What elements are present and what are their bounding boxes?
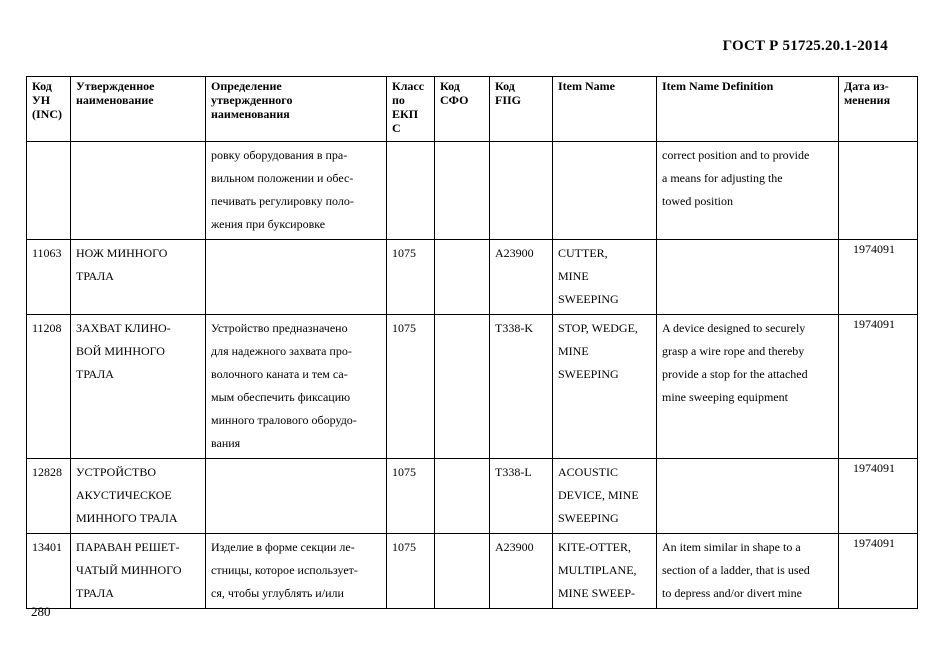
- cell-definition: [206, 240, 387, 315]
- cell-sfo: [435, 459, 490, 534]
- cell-item-definition: [657, 315, 839, 459]
- cell-item-name-line: KITE-OTTER,: [558, 540, 631, 554]
- cell-class: [387, 142, 435, 240]
- cell-item-definition-line: provide a stop for the attached: [662, 367, 808, 381]
- header-line: С: [392, 121, 401, 135]
- cell-approved-name-line: ЧАТЫЙ МИННОГО: [76, 563, 182, 577]
- cell-approved-name-line: ТРАЛА: [76, 367, 114, 381]
- table-row: [27, 240, 918, 315]
- cell-definition-line: Устройство предназначено: [211, 321, 348, 335]
- header-code-inc: [27, 77, 71, 142]
- header-line: Код: [32, 79, 52, 93]
- cell-definition-line: ся, чтобы углублять и/или: [211, 586, 344, 600]
- cell-approved-name-line: МИННОГО ТРАЛА: [76, 511, 178, 525]
- table-row: [27, 534, 918, 609]
- cell-approved-name: [71, 534, 206, 609]
- cell-code: 13401: [27, 534, 71, 609]
- cell-item-name: [553, 459, 657, 534]
- cell-change-date: 1974091: [839, 315, 918, 459]
- cell-definition-line: жения при буксировке: [211, 217, 326, 231]
- page-number: 280: [31, 604, 51, 619]
- cell-code: 12828: [27, 459, 71, 534]
- cell-item-definition: [657, 240, 839, 315]
- cell-item-name-line: MINE SWEEP-: [558, 586, 635, 600]
- header-line: ЕКП: [392, 107, 419, 121]
- cell-sfo: [435, 534, 490, 609]
- header-line: наименование: [76, 93, 154, 107]
- cell-definition-line: печивать регулировку поло-: [211, 194, 354, 208]
- cell-fiig: T338-K: [490, 315, 553, 459]
- table-row: [27, 315, 918, 459]
- header-row: [27, 77, 918, 142]
- cell-definition: [206, 459, 387, 534]
- cell-sfo: [435, 142, 490, 240]
- cell-item-definition-line: section of a ladder, that is used: [662, 563, 810, 577]
- cell-item-definition-line: A device designed to securely: [662, 321, 806, 335]
- cell-fiig: A23900: [490, 534, 553, 609]
- header-line: Определение: [211, 79, 282, 93]
- cell-definition-line: Изделие в форме секции ле-: [211, 540, 355, 554]
- header-line: менения: [844, 93, 891, 107]
- cell-definition-line: ровку оборудования в пра-: [211, 148, 348, 162]
- cell-item-definition-line: mine sweeping equipment: [662, 390, 788, 404]
- cell-approved-name-line: ЗАХВАТ КЛИНО-: [76, 321, 171, 335]
- cell-item-definition-line: correct position and to provide: [662, 148, 810, 162]
- cell-change-date: 1974091: [839, 534, 918, 609]
- cell-definition-line: вильном положении и обес-: [211, 171, 354, 185]
- cell-code: [27, 142, 71, 240]
- table-row: [27, 459, 918, 534]
- header-line: Утвержденное: [76, 79, 155, 93]
- cell-item-definition-line: An item similar in shape to a: [662, 540, 801, 554]
- header-line: утвержденного: [211, 93, 293, 107]
- cell-definition: [206, 142, 387, 240]
- cell-item-name-line: SWEEPING: [558, 292, 619, 306]
- cell-fiig: T338-L: [490, 459, 553, 534]
- cell-item-name-line: ACOUSTIC: [558, 465, 619, 479]
- cell-definition-line: минного тралового оборудо-: [211, 413, 357, 427]
- cell-item-definition: [657, 459, 839, 534]
- cell-item-name-line: MINE: [558, 269, 589, 283]
- header-line: УН: [32, 93, 51, 107]
- cell-item-name-line: DEVICE, MINE: [558, 488, 639, 502]
- header-code-fiig: [490, 77, 553, 142]
- cell-item-name-line: STOP, WEDGE,: [558, 321, 638, 335]
- cell-item-name: [553, 142, 657, 240]
- cell-item-name-line: SWEEPING: [558, 511, 619, 525]
- cell-definition-line: волочного каната и тем са-: [211, 367, 348, 381]
- cell-code: 11063: [27, 240, 71, 315]
- document-header: ГОСТ Р 51725.20.1-2014: [722, 38, 888, 54]
- cell-class: 1075: [387, 534, 435, 609]
- cell-fiig: A23900: [490, 240, 553, 315]
- cell-change-date: [839, 142, 918, 240]
- header-approved-name: [71, 77, 206, 142]
- header-item-definition: [657, 77, 839, 142]
- header-line: Код: [495, 79, 515, 93]
- cell-item-definition: [657, 534, 839, 609]
- table-body: [27, 142, 918, 609]
- cell-definition-line: мым обеспечить фиксацию: [211, 390, 351, 404]
- header-line: (INC): [32, 107, 62, 121]
- cell-item-name: [553, 315, 657, 459]
- cell-approved-name-line: УСТРОЙСТВО: [76, 465, 156, 479]
- cell-item-name-line: MINE: [558, 344, 589, 358]
- cell-approved-name: [71, 142, 206, 240]
- header-line: FIIG: [495, 93, 522, 107]
- cell-sfo: [435, 315, 490, 459]
- header-line: Дата из-: [844, 79, 889, 93]
- cell-approved-name-line: НОЖ МИННОГО: [76, 246, 168, 260]
- cell-definition-line: вания: [211, 436, 241, 450]
- header-line: Класс: [392, 79, 425, 93]
- cell-definition: [206, 534, 387, 609]
- cell-sfo: [435, 240, 490, 315]
- header-line: по: [392, 93, 405, 107]
- header-line: Код: [440, 79, 460, 93]
- cell-change-date: 1974091: [839, 240, 918, 315]
- cell-class: 1075: [387, 240, 435, 315]
- cell-approved-name-line: ТРАЛА: [76, 269, 114, 283]
- cell-item-definition-line: to depress and/or divert mine: [662, 586, 802, 600]
- cell-item-definition-line: grasp a wire rope and thereby: [662, 344, 805, 358]
- header-line: наименования: [211, 107, 290, 121]
- table-row: [27, 142, 918, 240]
- cell-approved-name: [71, 315, 206, 459]
- cell-item-definition: [657, 142, 839, 240]
- cell-item-name: [553, 534, 657, 609]
- cell-item-name: [553, 240, 657, 315]
- cell-definition-line: для надежного захвата про-: [211, 344, 352, 358]
- cell-class: 1075: [387, 315, 435, 459]
- cell-definition: [206, 315, 387, 459]
- cell-approved-name-line: ПАРАВАН РЕШЕТ-: [76, 540, 180, 554]
- cell-approved-name-line: ТРАЛА: [76, 586, 114, 600]
- cell-item-definition-line: a means for adjusting the: [662, 171, 783, 185]
- cell-item-definition-line: towed position: [662, 194, 733, 208]
- header-line: СФО: [440, 93, 469, 107]
- cell-item-name-line: SWEEPING: [558, 367, 619, 381]
- header-line: Item Name Definition: [662, 79, 774, 93]
- cell-item-name-line: CUTTER,: [558, 246, 608, 260]
- cell-approved-name-line: ВОЙ МИННОГО: [76, 344, 165, 358]
- cell-fiig: [490, 142, 553, 240]
- cell-definition-line: стницы, которое использует-: [211, 563, 358, 577]
- cell-approved-name: [71, 240, 206, 315]
- header-definition: [206, 77, 387, 142]
- cell-code: 11208: [27, 315, 71, 459]
- cell-approved-name-line: АКУСТИЧЕСКОЕ: [76, 488, 172, 502]
- header-code-sfo: [435, 77, 490, 142]
- cell-change-date: 1974091: [839, 459, 918, 534]
- cell-approved-name: [71, 459, 206, 534]
- header-item-name: [553, 77, 657, 142]
- cell-item-name-line: MULTIPLANE,: [558, 563, 637, 577]
- header-change-date: [839, 77, 918, 142]
- catalog-table: [26, 76, 918, 609]
- header-class-ekps: [387, 77, 435, 142]
- cell-class: 1075: [387, 459, 435, 534]
- header-line: Item Name: [558, 79, 615, 93]
